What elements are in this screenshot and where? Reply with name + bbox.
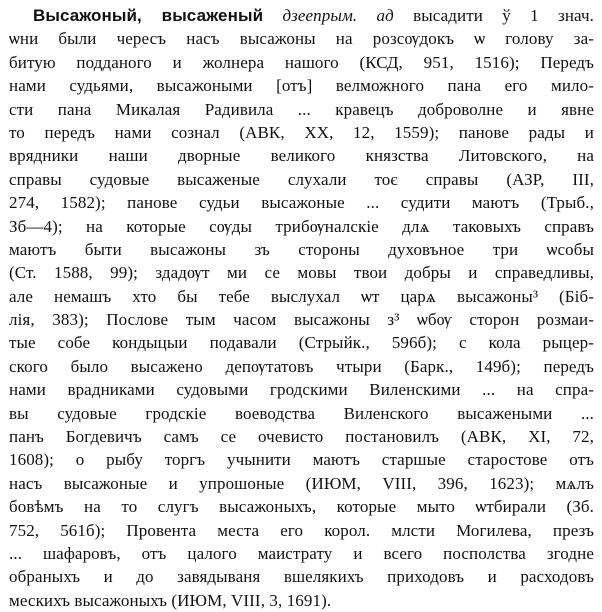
- entry-text-line: лія, 383); Послове тым часом высажоны з³ ѡбѹ сторон розмаи-: [9, 310, 594, 330]
- entry-text-line: битую подданого и жолнера нашого (КСД, 951, 1516); Передъ: [9, 52, 594, 72]
- entry-text-line: маютъ быти высажоны зъ стороны духовъное три ѡсобы: [9, 239, 594, 259]
- entry-text-line: (Ст. 1588, 99); здадѹт ми се мовы твои добры и справедливы,: [9, 263, 594, 283]
- entry-text-line: 752, 561б); Провента места его корол. млсти Могилева, презъ: [9, 520, 594, 540]
- entry-text-line: тые собе кондыцыи подавали (Стрыйк., 596б); с кола рыцер-: [9, 333, 594, 353]
- entry-text-line: вы судовые гродскіе воеводства Виленского высажеными ...: [9, 403, 594, 423]
- entry-text-line: але немашъ хто бы тебе выслухал ѡт царѧ высажоны³ (Біб-: [9, 286, 594, 306]
- entry-text-line: нами судьями, высажоными [отъ] велможного пана его мило-: [9, 76, 594, 96]
- entry-text-line: нами врадниками судовыми гродскими Виленскими ... на спра-: [9, 380, 594, 400]
- entry-text-line: сти пана Микалая Радивила ... кравецъ доброволне и явне: [9, 99, 594, 119]
- entry-text-line-last: мескихъ высажоныхъ (ИЮМ, VIII, 3, 1691).: [9, 590, 332, 610]
- entry-headword: Высажоный, высаженый: [33, 6, 264, 25]
- entry-text-line: ского было высажено депѹтатовъ чтыри (Барк., 149б); передъ: [9, 356, 594, 376]
- entry-headword-reference: высадити ў 1 знач.: [413, 6, 594, 25]
- entry-first-line: [9, 4, 594, 27]
- entry-text-line: Зб—4); на которые сѹды трибѹналскіе длѧ таковыхъ справъ: [9, 216, 594, 236]
- entry-text-line: бовѣмъ на то слугъ высажоныхъ, которые мыто ѡтбирали (Зб.: [9, 497, 594, 517]
- entry-text-line: справы судовые высаженые слухали тоє справы (АЗР, III,: [9, 169, 594, 189]
- entry-text-line: 274, 1582); панове судьи высажоные ... судити маютъ (Трыб.,: [9, 193, 594, 213]
- entry-grammar-note: дзеeпрым. ад: [282, 6, 394, 25]
- entry-text-line: ... шафаровъ, отъ цалого маистрату и всего посполства згодне: [9, 543, 594, 563]
- entry-text-line: насъ высажоные и упрошоные (ИЮМ, VIII, 396, 1623); мѧлъ: [9, 473, 594, 493]
- entry-text-line: то передъ нами сознал (АВК, XX, 12, 1559); панове рады и: [9, 122, 594, 142]
- entry-text-line: панъ Богдевичъ самъ се очевисто постановилъ (АВК, XI, 72,: [9, 427, 594, 447]
- entry-text-line: врядники наши дворные великого князства Литовского, на: [9, 146, 594, 166]
- entry-text-line: ѡни были чересъ насъ высажоны на розсѹдокъ ѡ голову за-: [9, 29, 594, 49]
- entry-text-line: обраныхъ и до завядываня вшелякихъ приходовъ и расходовъ: [9, 567, 594, 587]
- entry-text-line: 1608); о рыбу торгъ учынити маютъ старшые старостове отъ: [9, 450, 594, 470]
